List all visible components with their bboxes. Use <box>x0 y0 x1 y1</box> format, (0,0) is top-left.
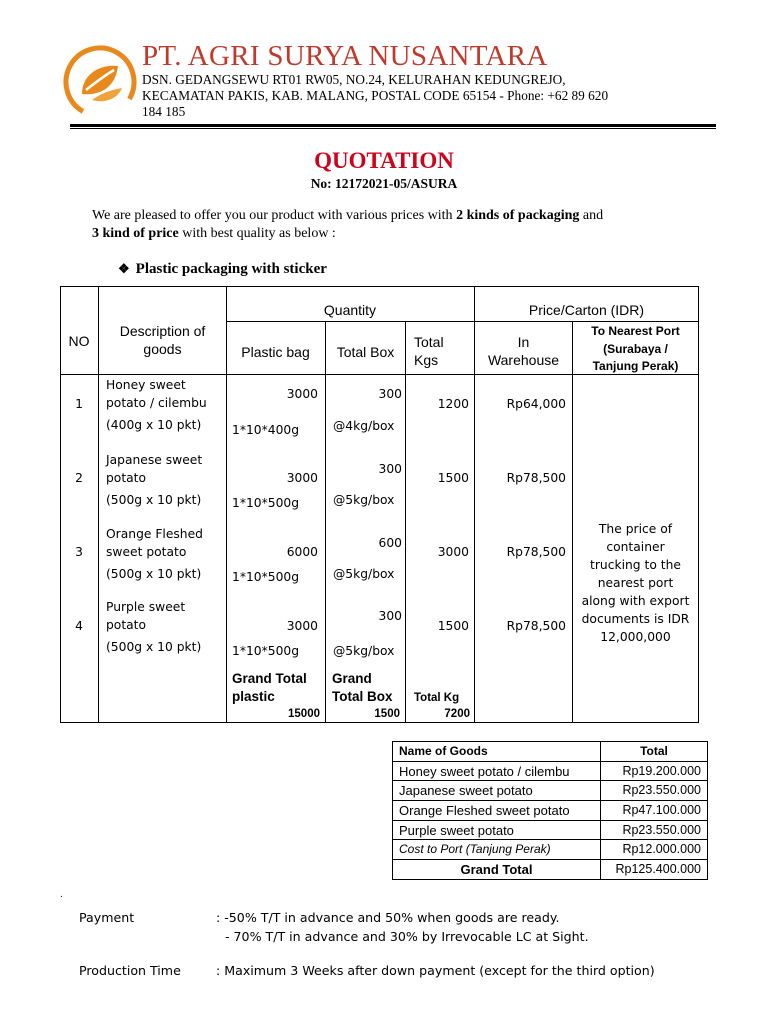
header-plastic-bag: Plastic bag <box>241 344 310 360</box>
header-total-kgs-line: Total <box>414 334 444 350</box>
summary-grand-row <box>393 860 708 880</box>
header-total-kgs-line: Kgs <box>414 352 439 368</box>
quotation-number: No: 12172021-05/ASURA <box>310 176 458 191</box>
row-packaging: (500g x 10 pkt) <box>106 493 202 507</box>
table-border <box>698 286 699 723</box>
summary-cost-row <box>393 840 708 860</box>
intro-line-1 <box>92 208 603 224</box>
company-name: PT. AGRI SURYA NUSANTARA <box>142 40 548 72</box>
port-note-line: along with export <box>581 594 690 608</box>
grand-label-line: Grand <box>332 671 372 686</box>
row-description-line: Honey sweet <box>106 378 186 392</box>
section-title <box>118 261 327 278</box>
summary-amount: Rp47.100.000 <box>601 801 708 821</box>
summary-cost-amount: Rp12.000.000 <box>601 840 708 860</box>
header-total-kgs <box>414 333 474 369</box>
row-packaging: (400g x 10 pkt) <box>106 418 202 432</box>
company-address-line: DSN. GEDANGSEWU RT01 RW05, NO.24, KELURAHAN KEDUNGREJO, <box>142 72 566 87</box>
table-border <box>325 321 326 723</box>
row-description-line: potato / cilembu <box>106 396 207 410</box>
port-note-line: 12,000,000 <box>600 630 671 644</box>
table-border <box>60 286 699 287</box>
header-quantity: Quantity <box>323 302 377 318</box>
port-note-line: trucking to the <box>590 558 681 572</box>
row-bag-unit: 1*10*500g <box>232 496 300 510</box>
quotation-title: QUOTATION <box>314 148 454 173</box>
intro-text: with best quality as below : <box>178 226 336 241</box>
grand-label-line: Total Box <box>332 689 393 704</box>
row-bag-qty: 3000 <box>286 387 318 401</box>
row-number: 4 <box>75 619 83 633</box>
intro-bold: 2 kinds of packaging <box>456 208 580 223</box>
row-number: 2 <box>75 471 83 485</box>
row-bag-unit: 1*10*500g <box>232 644 300 658</box>
grand-total-plastic-value: 15000 <box>288 708 320 720</box>
production-time-label: Production Time <box>79 963 181 978</box>
port-note-line: The price of <box>598 522 673 536</box>
production-time-text: : Maximum 3 Weeks after down payment (except for the third option) <box>216 963 655 978</box>
summary-row <box>393 781 708 801</box>
company-logo-icon <box>62 44 138 120</box>
row-price: Rp78,500 <box>506 619 566 633</box>
summary-goods: Orange Fleshed sweet potato <box>393 801 601 821</box>
row-bag-unit: 1*10*400g <box>232 423 300 437</box>
summary-amount: Rp23.550.000 <box>601 820 708 840</box>
port-note-line: documents is IDR <box>581 612 690 626</box>
grand-total-plastic-label <box>232 670 307 706</box>
port-note-line: container <box>606 540 665 554</box>
grand-total-box-label <box>332 670 393 706</box>
row-description-line: Japanese sweet <box>106 453 203 467</box>
total-kg-value: 7200 <box>444 708 470 720</box>
company-address-line: KECAMATAN PAKIS, KAB. MALANG, POSTAL CODE 65154 - Phone: +62 89 620 <box>142 88 609 103</box>
summary-header-row <box>393 742 708 762</box>
row-number: 1 <box>75 397 83 411</box>
grand-label-line: plastic <box>232 689 275 704</box>
header-in-warehouse-line: In <box>517 334 530 350</box>
intro-text: and <box>579 208 604 223</box>
grand-label-line: Grand Total <box>232 671 307 686</box>
row-total-kgs: 3000 <box>437 545 469 559</box>
summary-table <box>392 741 708 880</box>
row-description-line: potato <box>106 618 147 632</box>
row-description <box>106 451 202 509</box>
table-border <box>60 722 699 723</box>
row-box-unit: @5kg/box <box>333 493 395 507</box>
header-in-warehouse-line: Warehouse <box>487 352 560 368</box>
row-price: Rp78,500 <box>506 471 566 485</box>
header-to-port <box>573 323 698 376</box>
row-total-kgs: 1500 <box>437 619 469 633</box>
row-bag-unit: 1*10*500g <box>232 570 300 584</box>
summary-header-goods: Name of Goods <box>393 742 601 762</box>
port-price-note <box>573 520 698 646</box>
intro-line-2 <box>92 226 336 242</box>
row-description <box>106 598 201 656</box>
row-description-line: Orange Fleshed <box>106 527 203 541</box>
row-box-qty: 300 <box>378 387 402 401</box>
summary-row <box>393 761 708 781</box>
summary-row <box>393 820 708 840</box>
row-box-qty: 300 <box>378 462 402 476</box>
header-to-port-line: (Surabaya / <box>603 341 668 356</box>
header-price-carton: Price/Carton (IDR) <box>528 302 645 318</box>
summary-row <box>393 801 708 821</box>
row-price: Rp78,500 <box>506 545 566 559</box>
header-total-box: Total Box <box>336 344 395 360</box>
summary-cost-label: Cost to Port (Tanjung Perak) <box>393 840 601 860</box>
total-kg-label: Total Kg <box>414 692 460 704</box>
intro-bold: 3 kind of price <box>92 226 179 241</box>
header-no: NO <box>68 333 90 349</box>
section-title-text: Plastic packaging with sticker <box>135 261 327 277</box>
table-border <box>226 321 699 322</box>
row-box-qty: 300 <box>378 609 402 623</box>
payment-label: Payment <box>79 910 135 925</box>
payment-line-1: : -50% T/T in advance and 50% when goods are ready. <box>216 910 560 925</box>
summary-header-total: Total <box>601 742 708 762</box>
company-address-line: 184 185 <box>142 104 186 119</box>
row-bag-qty: 3000 <box>286 619 318 633</box>
header-description-line: goods <box>143 341 182 357</box>
summary-grand-amount: Rp125.400.000 <box>601 860 708 880</box>
row-total-kgs: 1200 <box>437 397 469 411</box>
row-number: 3 <box>75 545 83 559</box>
summary-goods: Honey sweet potato / cilembu <box>393 761 601 781</box>
table-border <box>405 321 406 723</box>
header-rule <box>70 124 716 127</box>
header-rule-thin <box>70 128 716 129</box>
row-packaging: (500g x 10 pkt) <box>106 640 202 654</box>
row-bag-qty: 6000 <box>286 545 318 559</box>
header-description-line: Description of <box>119 323 206 339</box>
row-price: Rp64,000 <box>506 397 566 411</box>
summary-amount: Rp19.200.000 <box>601 761 708 781</box>
header-description <box>99 322 226 358</box>
row-description-line: potato <box>106 471 147 485</box>
header-to-port-line: Tanjung Perak) <box>592 359 679 373</box>
summary-grand-label: Grand Total <box>393 860 601 880</box>
row-description-line: sweet potato <box>106 545 187 559</box>
row-box-unit: @5kg/box <box>333 567 395 581</box>
payment-line-2: - 70% T/T in advance and 30% by Irrevocable LC at Sight. <box>225 929 589 944</box>
summary-amount: Rp23.550.000 <box>601 781 708 801</box>
diamond-bullet-icon: ❖ <box>118 261 130 276</box>
row-box-unit: @5kg/box <box>333 644 395 658</box>
summary-goods: Japanese sweet potato <box>393 781 601 801</box>
row-total-kgs: 1500 <box>437 471 469 485</box>
grand-total-box-value: 1500 <box>374 708 400 720</box>
row-packaging: (500g x 10 pkt) <box>106 567 202 581</box>
summary-goods: Purple sweet potato <box>393 820 601 840</box>
row-box-qty: 600 <box>378 536 402 550</box>
intro-text: We are pleased to offer you our product with various prices with <box>92 208 457 223</box>
table-border <box>60 286 61 723</box>
stray-mark: . <box>60 889 63 900</box>
row-box-unit: @4kg/box <box>333 419 395 433</box>
port-note-line: nearest port <box>597 576 674 590</box>
row-description <box>106 525 203 583</box>
header-to-port-line: To Nearest Port <box>591 324 680 338</box>
row-bag-qty: 3000 <box>286 471 318 485</box>
row-description <box>106 376 207 434</box>
row-description-line: Purple sweet <box>106 600 186 614</box>
header-in-warehouse <box>475 333 572 369</box>
